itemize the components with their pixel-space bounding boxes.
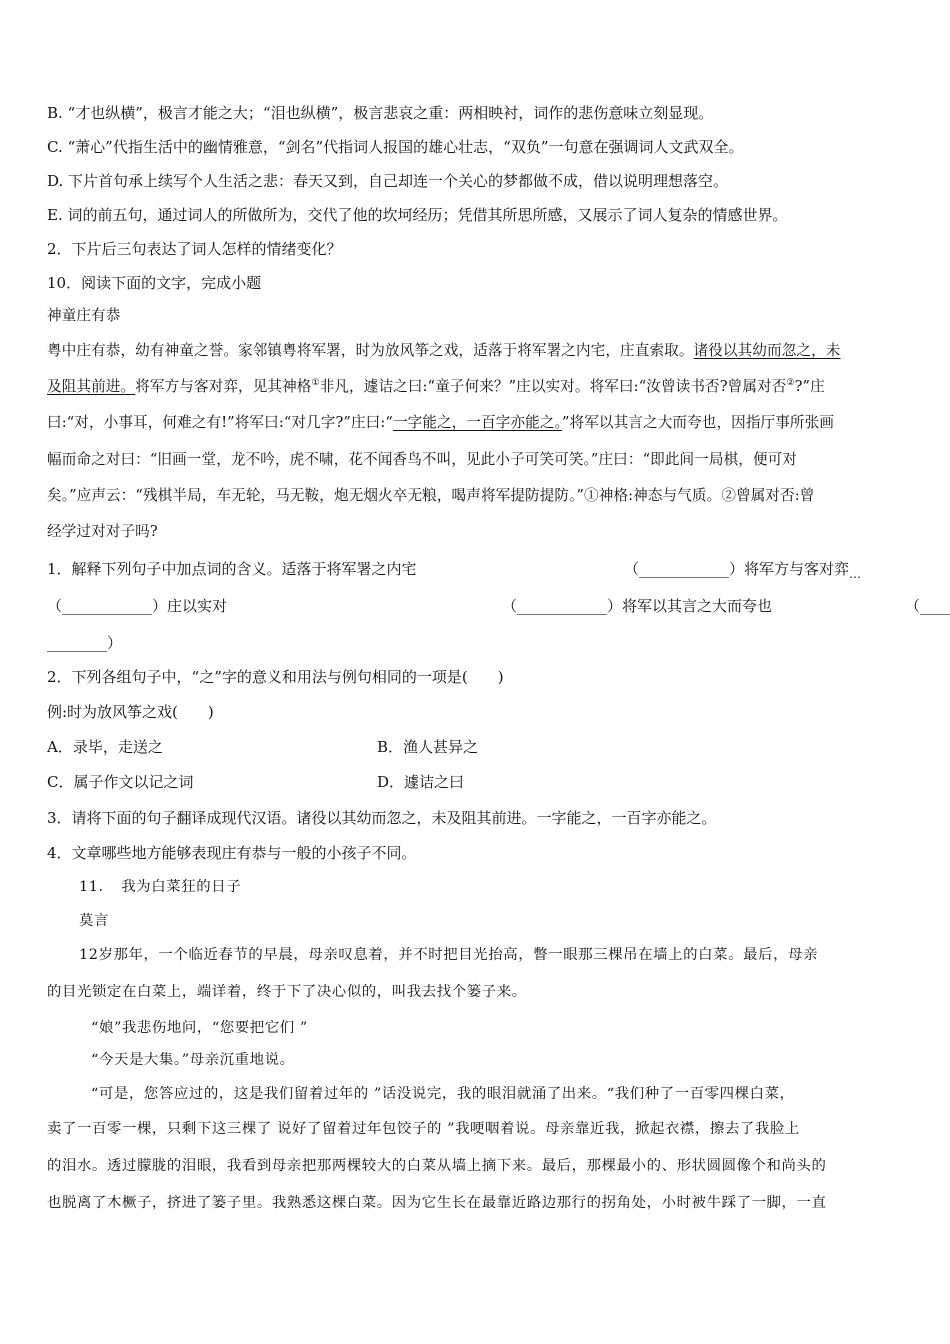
option-d[interactable]: D．遽诘之曰 <box>377 773 465 791</box>
q11-paragraph-4-line-3: 的泪水。透过朦胧的泪眼，我看到母亲把那两棵较大的白菜从墙上摘下来。最后，那棵最小的、形状圆圆像个和尚头的 <box>47 1158 827 1174</box>
passage-text: ”将军以其言之大而夸也，因指厅事所张画 <box>561 414 835 431</box>
passage-text: ?”庄 <box>794 378 825 395</box>
q11-paragraph-2: “娘”我悲伤地问，“您要把它们 ” <box>91 1020 308 1036</box>
q10-passage-line-4: 幅而命之对曰：“旧画一堂，龙不吟，虎不啸，花不闻香鸟不叫，见此小子可笑可笑。”庄曰：“即此间一局棋，便可对 <box>47 451 798 468</box>
footnote-marker-2: ② <box>786 378 795 389</box>
passage-text: 非凡，遽诘之曰:“童子何来？”庄以实对。将军曰:“汝曾读书否?曾属对否 <box>319 378 787 395</box>
q10-subquestion-1 <box>47 559 907 579</box>
q11-paragraph-4-line-4: 也脱离了木橛子，挤进了篓子里。我熟悉这棵白菜。因为它生长在最靠近路边那行的拐角处，小时被牛踩了一脚，一直 <box>47 1195 827 1211</box>
q9-subquestion-2: 2．下片后三句表达了词人怎样的情绪变化？ <box>47 240 342 258</box>
option-a[interactable]: A．录毕，走送之 <box>47 738 163 756</box>
q11-author: 莫言 <box>79 913 109 929</box>
q10-passage-line-6: 经学过对对子吗? <box>47 523 158 540</box>
q10-passage-line-1 <box>47 341 907 361</box>
emphasis-dots: … <box>849 567 863 581</box>
answer-blank-4[interactable]: （____ <box>905 597 950 615</box>
q10-passage-line-3 <box>47 413 907 433</box>
underlined-sentence-1-cont: 及阻其前进。 <box>47 378 136 395</box>
q10-subquestion-3: 3．请将下面的句子翻译成现代汉语。诸役以其幼而忽之，未及阻其前进。一字能之，一百字亦能之。 <box>47 809 717 827</box>
q10-options-row-2 <box>47 772 907 792</box>
q10-example: 例:时为放风筝之戏( ) <box>47 703 214 721</box>
answer-blank-1[interactable] <box>624 559 862 580</box>
q11-paragraph-4-line-1: “可是，您答应过的，这是我们留着过年的 ”话没说完，我的眼泪就涌了出来。“我们种了一百零四棵白菜， <box>91 1086 795 1102</box>
q10-passage-title: 神童庄有恭 <box>47 307 121 324</box>
q11-paragraph-1-line-1: 12岁那年，一个临近春节的早晨，母亲叹息着，并不时把目光抬高，瞥一眼那三棵吊在墙上的白菜。最后，母亲 <box>79 947 819 963</box>
passage-text: 将军方与客对弈，见其神格 <box>135 378 312 395</box>
subquestion-text: 1．解释下列句子中加点词的含义。适落于将军署之内宅 <box>47 560 417 578</box>
option-b[interactable]: B．渔人甚异之 <box>377 738 479 756</box>
answer-blank-3[interactable]: （____________）将军以其言之大而夸也 <box>502 597 773 615</box>
q11-header: 11． 我为白菜狂的日子 <box>79 879 242 895</box>
passage-text: 粤中庄有恭，幼有神童之誉。家邻镇粤将军署，时为放风筝之戏，适落于将军署之内宅，庄直索取。 <box>47 342 694 359</box>
q11-paragraph-4-line-2: 卖了一百零一棵，只剩下这三棵了 说好了留着过年包饺子的 ”我哽咽着说。母亲靠近我，掀起衣襟，擦去了我脸上 <box>47 1121 800 1137</box>
footnote-marker-1: ① <box>311 378 320 389</box>
q9-option-e: E. 词的前五句，通过词人的所做所为，交代了他的坎坷经历；凭借其所思所感，又展示了词人复杂的情感世界。 <box>47 206 788 224</box>
q11-paragraph-3: “今天是大集。”母亲沉重地说。 <box>91 1052 295 1068</box>
answer-blank-4-cont[interactable]: ________） <box>47 634 123 652</box>
answer-blank-label: （____________）将军方与客对弈 <box>624 560 850 578</box>
underlined-sentence-1: 诸役以其幼而忽之，未 <box>693 342 841 359</box>
q10-subquestion-2: 2．下列各组句子中，“之”字的意义和用法与例句相同的一项是( ) <box>47 668 504 686</box>
q10-subquestion-4: 4．文章哪些地方能够表现庄有恭与一般的小孩子不同。 <box>47 844 417 862</box>
q10-passage-line-2 <box>47 377 907 397</box>
q10-subquestion-1-blanks <box>47 596 950 616</box>
q10-passage-line-5: 矣。”应声云：“残棋半局，车无轮，马无鞍，炮无烟火卒无粮，喝声将军提防提防。”①神格:神态与气质。②曾属对否:曾 <box>47 487 815 504</box>
q9-option-c: C. “萧心”代指生活中的幽情雅意，“剑名”代指词人报国的雄心壮志，“双负”一句意在强调词人文武双全。 <box>47 138 744 156</box>
q10-header: 10．阅读下面的文字，完成小题 <box>47 274 262 292</box>
q9-option-d: D. 下片首句承上续写个人生活之悲：春天又到，自己却连一个关心的梦都做不成，借以说明理想落空。 <box>47 172 729 190</box>
option-c[interactable]: C．属子作文以记之词 <box>47 773 194 791</box>
answer-blank-2[interactable]: （____________）庄以实对 <box>47 597 228 615</box>
underlined-sentence-2: 一字能之，一百字亦能之。 <box>392 414 562 431</box>
q11-paragraph-1-line-2: 的目光锁定在白菜上，端详着，终于下了决心似的，叫我去找个篓子来。 <box>47 984 527 1000</box>
q10-options-row-1 <box>47 737 907 757</box>
passage-text: 曰:“对，小事耳，何难之有!”将军曰:“对几字?”庄曰:“ <box>47 414 393 431</box>
q9-option-b: B. “才也纵横”，极言才能之大；“泪也纵横”，极言悲哀之重：两相映衬，词作的悲伤意味立刻显现。 <box>47 104 714 122</box>
